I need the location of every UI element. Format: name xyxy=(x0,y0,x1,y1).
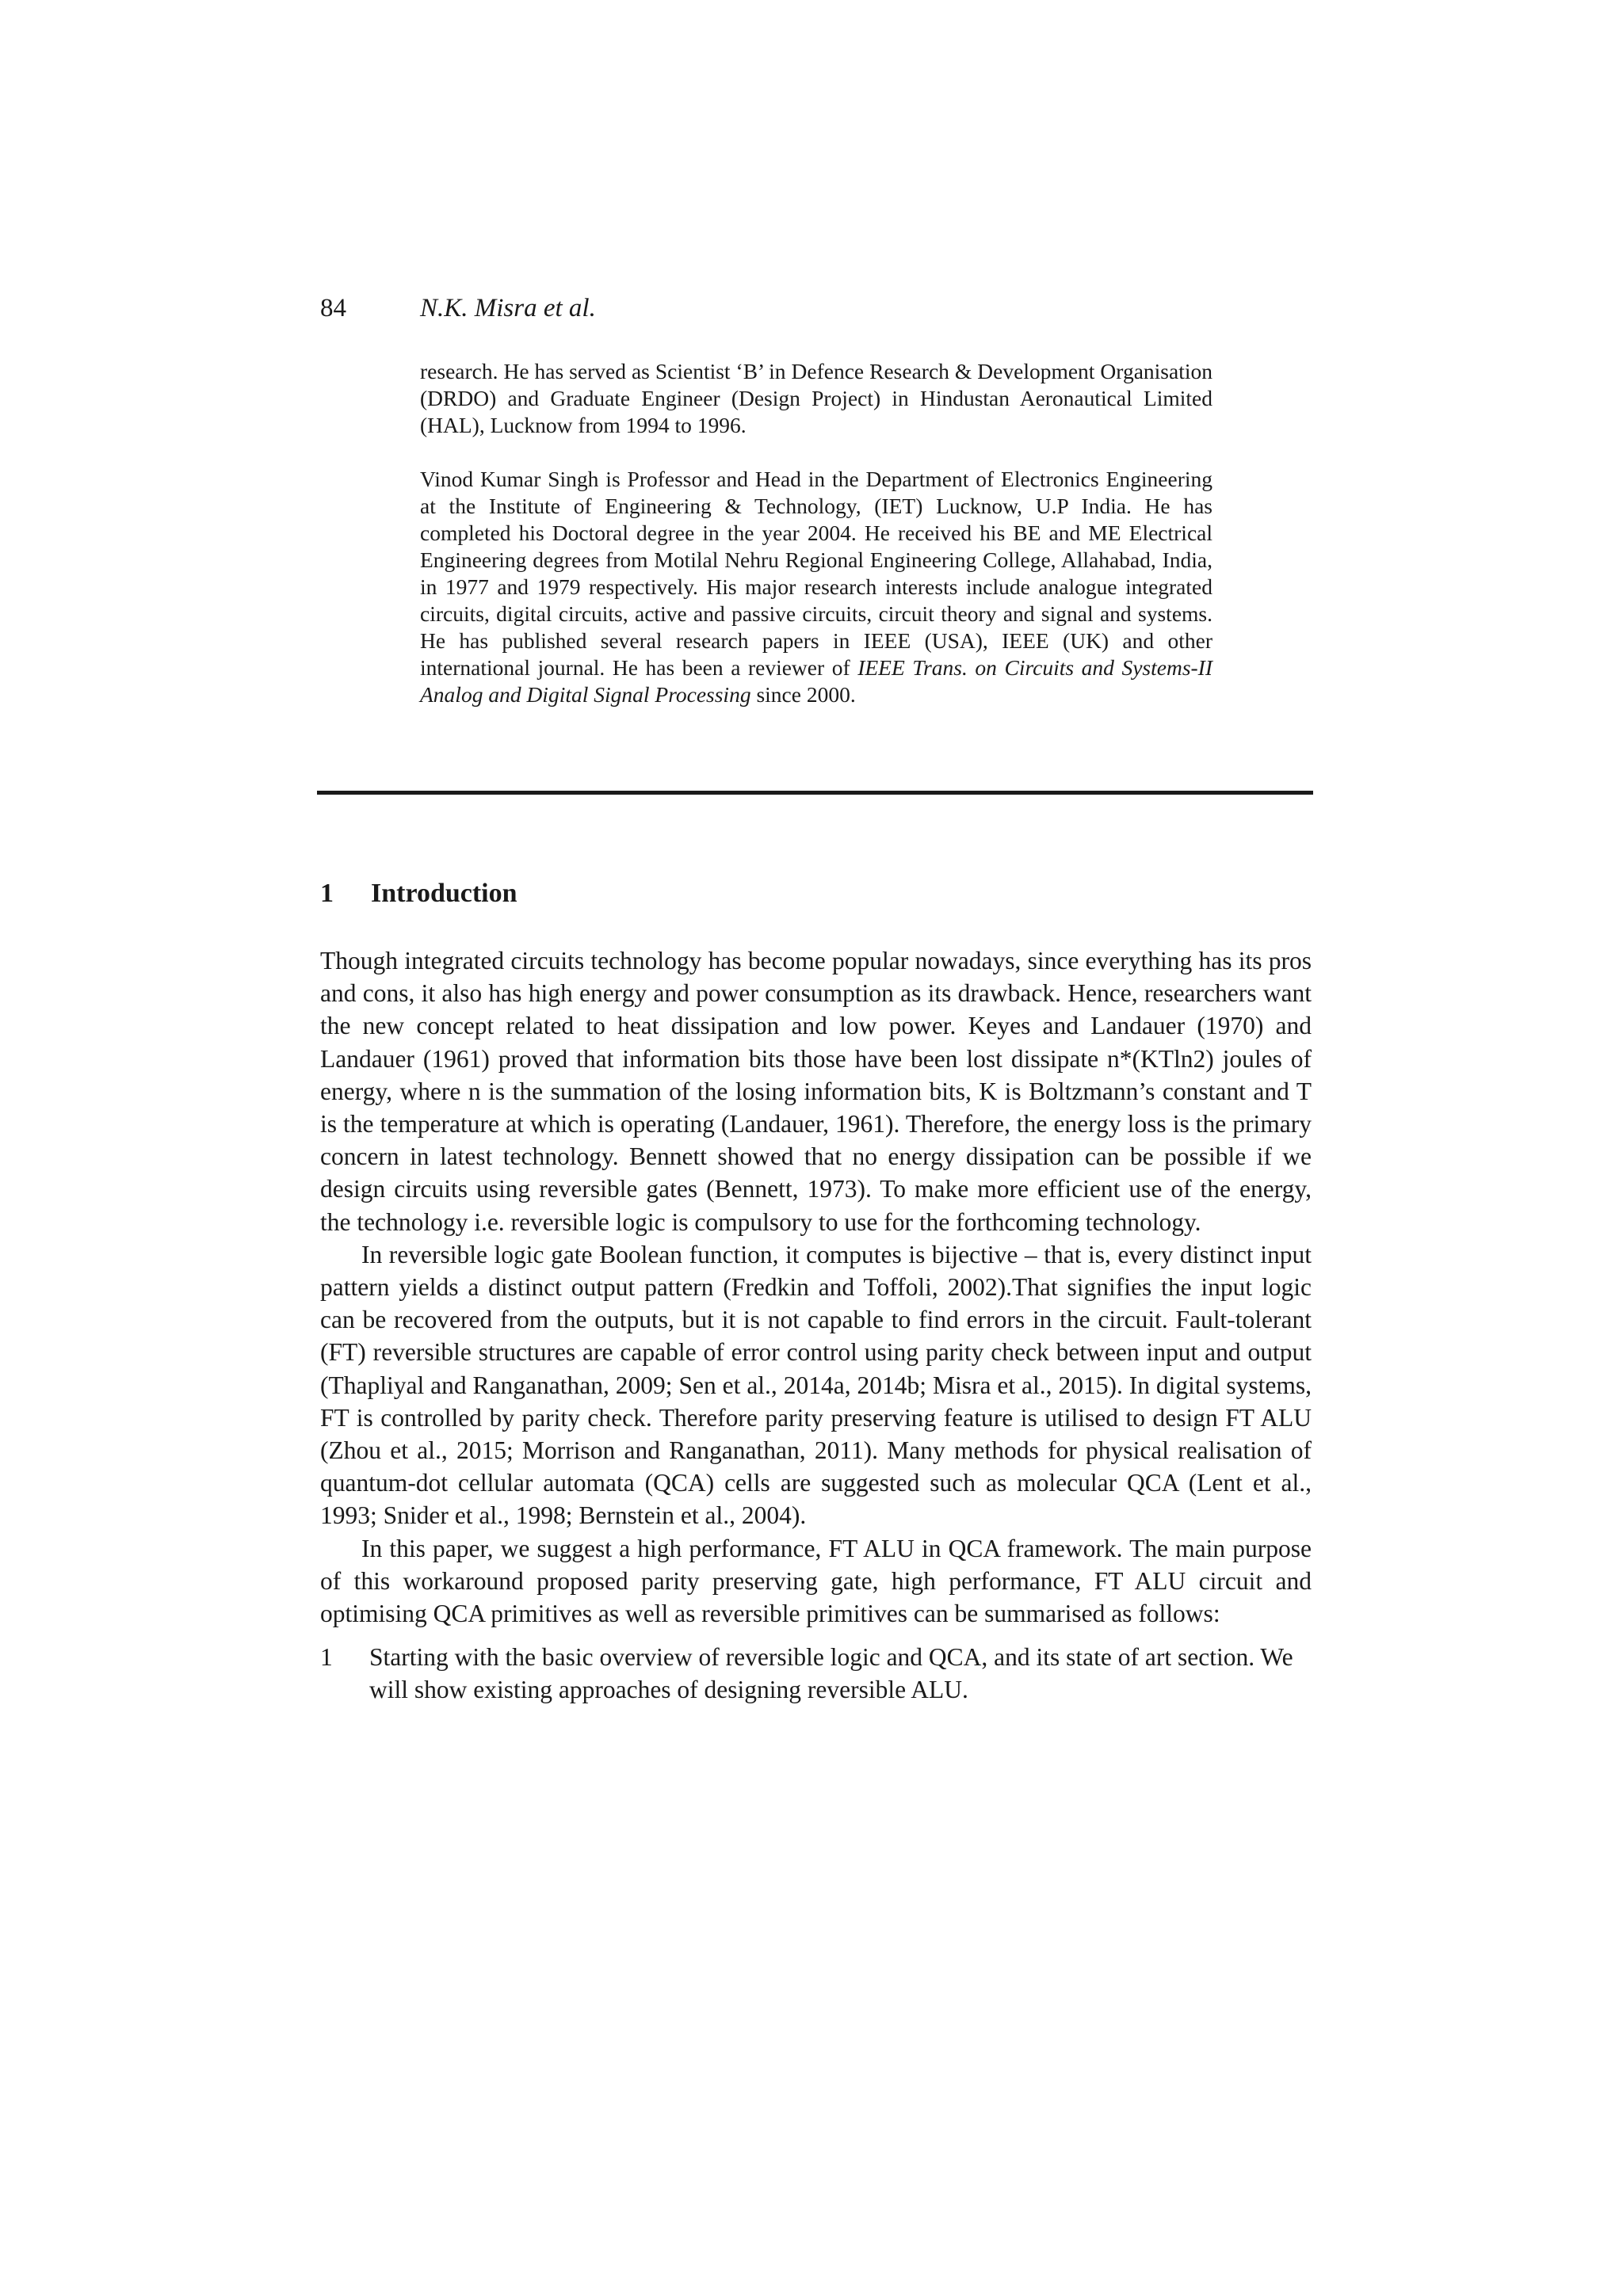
bio-paragraph xyxy=(420,466,1212,708)
list-item-text: Starting with the basic overview of reversible logic and QCA, and its state of art section. We will show existing approaches of designing reversible ALU. xyxy=(369,1643,1293,1704)
author-biographies xyxy=(420,358,1212,708)
section-heading xyxy=(320,877,517,910)
body-paragraph: In this paper, we suggest a high performance, FT ALU in QCA framework. The main purpose of this workaround proposed parity preserving gate, high performance, FT ALU circuit and optimising QCA primitives as well as reversible primitives can be summarised as follows: xyxy=(320,1534,1312,1628)
running-head xyxy=(320,292,596,324)
section-body xyxy=(320,944,1312,1707)
body-paragraph: Though integrated circuits technology has become popular nowadays, since everything has its pros and cons, it also has high energy and power consumption as its drawback. Hence, researchers want the new concept related to heat dissipation and low power. Keyes and Landauer (1970) and Landauer (1961) proved that information bits those have been lost dissipate n*(KTln2) joules of energy, where n is the summation of the losing information bits, K is Boltzmann’s constant and T is the temperature at which is operating (Landauer, 1961). Therefore, the energy loss is the primary concern in latest technology. Bennett showed that no energy dissipation can be possible if we design circuits using reversible gates (Bennett, 1973). To make more efficient use of the energy, the technology i.e. reversible logic is compulsory to use for the forthcoming technology. xyxy=(320,947,1312,1236)
section-number: 1 xyxy=(320,879,334,908)
journal-title: IEEE Trans. on Circuits and Systems-II Analog and Digital Signal Processing xyxy=(420,655,1212,707)
section-divider xyxy=(317,791,1313,795)
page-number: 84 xyxy=(320,294,346,322)
running-head-authors: N.K. Misra et al. xyxy=(420,294,596,322)
list-item-number: 1 xyxy=(320,1643,333,1672)
bio-text: since 2000. xyxy=(750,682,856,707)
bio-paragraph: research. He has served as Scientist ‘B’ in Defence Research & Development Organisation (DRDO) and Graduate Engineer (Design Project) in Hindustan Aeronautical Limited (HAL), Lucknow from 1994 to 1996. xyxy=(420,359,1212,437)
section-title: Introduction xyxy=(371,879,517,908)
bio-text: Vinod Kumar Singh is Professor and Head in the Department of Electronics Engineering at the Institute of Engineering & Technology, (IET) Lucknow, U.P India. He has completed his Doctoral degree in the year 2004. He received his BE and ME Electrical Engineering degrees from Motilal Nehru Regional Engineering College, Allahabad, India, in 1977 and 1979 respectively. His major research interests include analogue integrated circuits, digital circuits, active and passive circuits, circuit theory and signal and systems. He has published several research papers in IEEE (USA), IEEE (UK) and other international journal. He has been a reviewer of xyxy=(420,467,1212,680)
body-paragraph: In reversible logic gate Boolean function, it computes is bijective – that is, every distinct input pattern yields a distinct output pattern (Fredkin and Toffoli, 2002).That signifies the input logic can be recovered from the outputs, but it is not capable to find errors in the circuit. Fault-tolerant (FT) reversible structures are capable of error control using parity check between input and output (Thapliyal and Ranganathan, 2009; Sen et al., 2014a, 2014b; Misra et al., 2015). In digital systems, FT is controlled by parity check. Therefore parity preserving feature is utilised to design FT ALU (Zhou et al., 2015; Morrison and Ranganathan, 2011). Many methods for physical realisation of quantum-dot cellular automata (QCA) cells are suggested such as molecular QCA (Lent et al., 1993; Snider et al., 1998; Bernstein et al., 2004). xyxy=(320,1240,1312,1530)
contribution-list xyxy=(320,1641,1312,1706)
list-item xyxy=(320,1641,1312,1706)
